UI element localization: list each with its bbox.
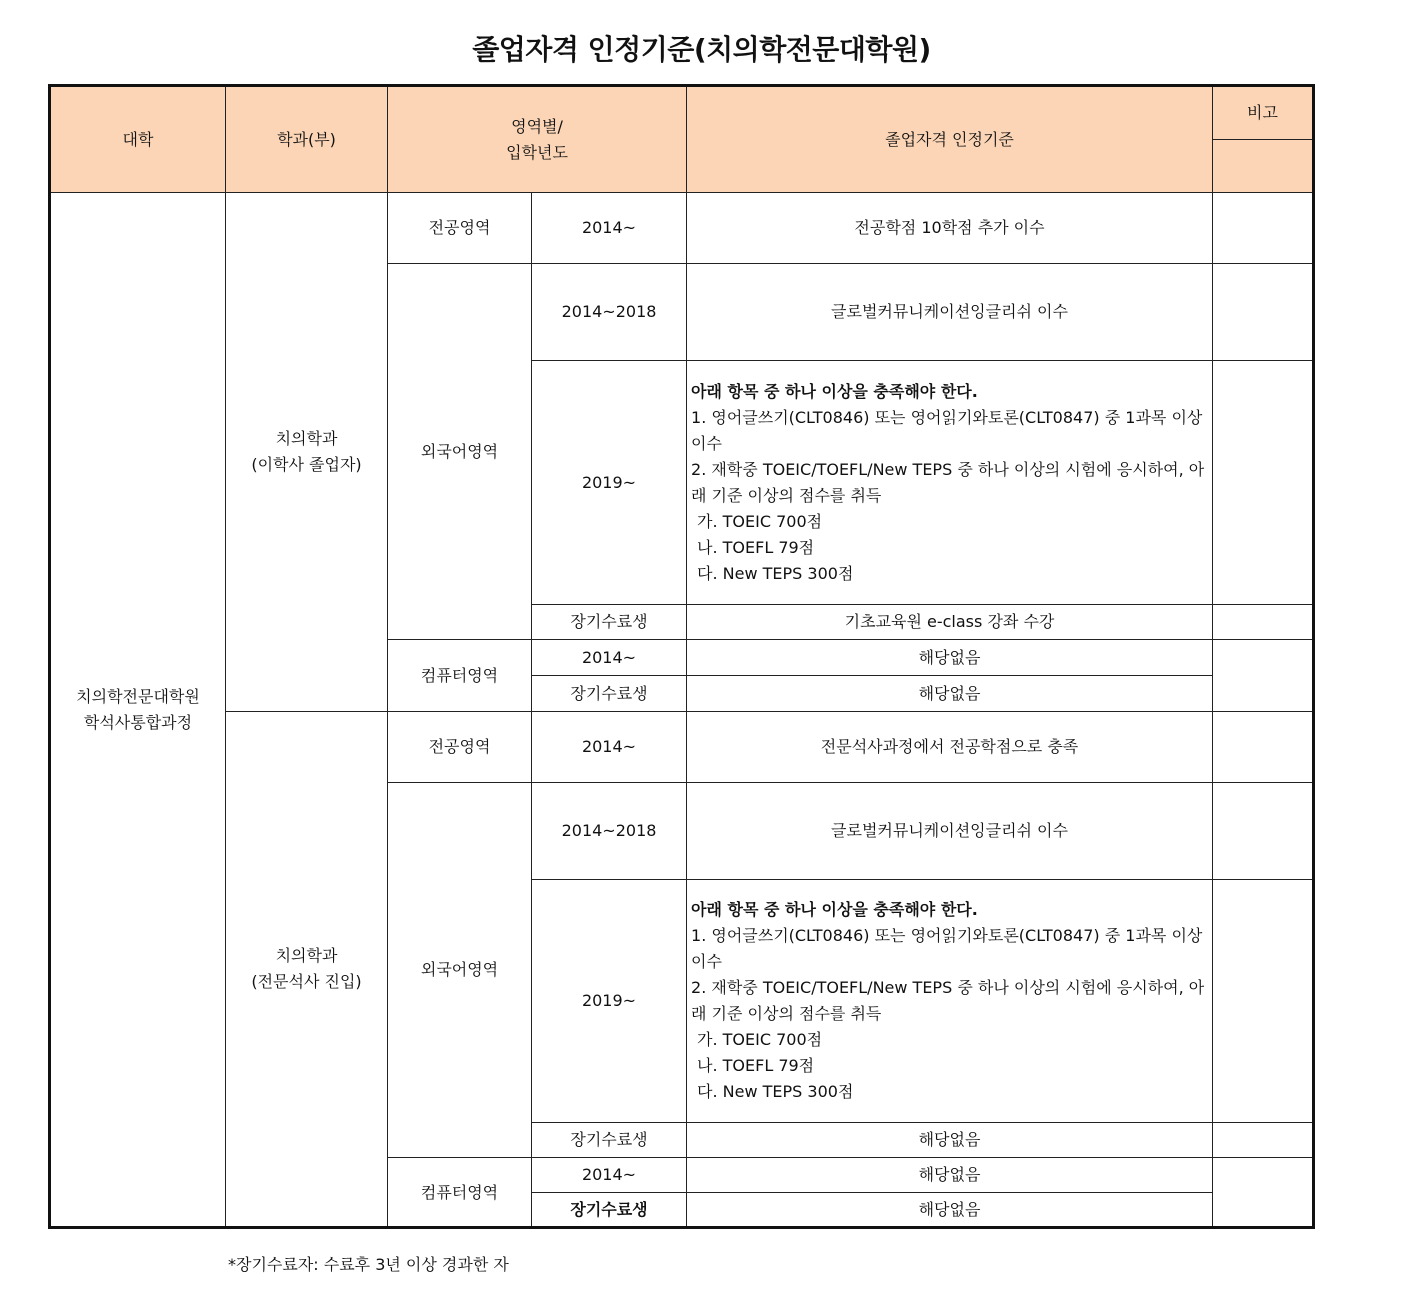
dept-cell: [226, 712, 388, 1228]
remarks-cell: [1213, 880, 1314, 1123]
header-criteria: 졸업자격 인정기준: [687, 86, 1213, 193]
year-cell: 장기수료생: [532, 1123, 687, 1158]
criteria-item: 1. 영어글쓰기(CLT0846) 또는 영어읽기와토론(CLT0847) 중 1과목 이상 이수: [691, 407, 1203, 453]
year-cell: 장기수료생: [532, 1193, 687, 1228]
criteria-cell: 해당없음: [687, 1158, 1213, 1193]
criteria-item: 2. 재학중 TOEIC/TOEFL/New TEPS 중 하나 이상의 시험에 응시하여, 아래 기준 이상의 점수를 취득: [691, 978, 1205, 1023]
criteria-heading: 아래 항목 중 하나 이상을 충족해야 한다.: [691, 900, 978, 919]
criteria-item: 1. 영어글쓰기(CLT0846) 또는 영어읽기와토론(CLT0847) 중 1과목 이상 이수: [691, 926, 1203, 971]
header-area-year-line1: 영역별/: [511, 116, 563, 136]
remarks-cell: [1213, 783, 1314, 880]
criteria-item: 2. 재학중 TOEIC/TOEFL/New TEPS 중 하나 이상의 시험에 응시하여, 아래 기준 이상의 점수를 취득: [691, 459, 1205, 505]
year-cell: 2014~: [532, 1158, 687, 1193]
dept-line1: 치의학과: [275, 429, 338, 448]
year-cell: 2014~2018: [532, 264, 687, 361]
header-college: 대학: [50, 86, 226, 193]
college-name-line1: 치의학전문대학원: [76, 686, 200, 706]
footnote: *장기수료자: 수료후 3년 이상 경과한 자: [228, 1255, 509, 1274]
page-title: 졸업자격 인정기준(치의학전문대학원): [472, 33, 931, 66]
year-cell: 2014~: [532, 712, 687, 783]
dept-line2: (이학사 졸업자): [251, 455, 362, 474]
dept-cell: [226, 193, 388, 712]
header-remarks: 비고: [1213, 86, 1314, 140]
year-cell: 장기수료생: [532, 676, 687, 712]
area-cell: 외국어영역: [388, 783, 532, 1158]
criteria-cell: 기초교육원 e-class 강좌 수강: [687, 605, 1213, 640]
remarks-cell: [1213, 712, 1314, 783]
area-cell: 전공영역: [388, 712, 532, 783]
table-row: [50, 712, 1314, 783]
year-cell: 2019~: [532, 361, 687, 605]
year-cell: 장기수료생: [532, 605, 687, 640]
year-cell: 2014~: [532, 640, 687, 676]
year-cell: 2014~: [532, 193, 687, 264]
year-cell: 2019~: [532, 880, 687, 1123]
criteria-cell: [687, 880, 1213, 1123]
criteria-cell: 해당없음: [687, 1123, 1213, 1158]
dept-line1: 치의학과: [275, 946, 338, 965]
college-cell: [50, 193, 226, 1228]
header-area-year-line2: 입학년도: [506, 142, 568, 162]
criteria-cell: 해당없음: [687, 676, 1213, 712]
header-area-year: [388, 86, 687, 193]
remarks-cell: [1213, 193, 1314, 264]
criteria-subitem: 가. TOEIC 700점: [697, 511, 823, 531]
criteria-cell: 전공학점 10학점 추가 이수: [687, 193, 1213, 264]
remarks-cell: [1213, 1158, 1314, 1228]
criteria-subitem: 나. TOEFL 79점: [697, 537, 815, 557]
criteria-cell: [687, 361, 1213, 605]
year-cell: 2014~2018: [532, 783, 687, 880]
area-cell: 외국어영역: [388, 264, 532, 640]
criteria-heading: 아래 항목 중 하나 이상을 충족해야 한다.: [691, 381, 978, 401]
criteria-subitem: 다. New TEPS 300점: [697, 563, 854, 583]
remarks-cell: [1213, 605, 1314, 640]
area-cell: 컴퓨터영역: [388, 1158, 532, 1228]
dept-line2: (전문석사 진입): [251, 972, 362, 991]
area-cell: 컴퓨터영역: [388, 640, 532, 712]
remarks-cell: [1213, 1123, 1314, 1158]
table-row: [50, 193, 1314, 264]
header-dept: 학과(부): [226, 86, 388, 193]
remarks-cell: [1213, 361, 1314, 605]
criteria-subitem: 가. TOEIC 700점: [697, 1030, 823, 1049]
area-cell: 전공영역: [388, 193, 532, 264]
criteria-subitem: 나. TOEFL 79점: [697, 1056, 815, 1075]
graduation-criteria-table: [48, 84, 1315, 1229]
criteria-cell: 해당없음: [687, 640, 1213, 676]
criteria-cell: 전문석사과정에서 전공학점으로 충족: [687, 712, 1213, 783]
header-row: [50, 86, 1314, 140]
criteria-cell: 해당없음: [687, 1193, 1213, 1228]
criteria-cell: 글로벌커뮤니케이션잉글리쉬 이수: [687, 783, 1213, 880]
criteria-subitem: 다. New TEPS 300점: [697, 1082, 854, 1101]
remarks-cell: [1213, 640, 1314, 712]
criteria-cell: 글로벌커뮤니케이션잉글리쉬 이수: [687, 264, 1213, 361]
college-name-line2: 학석사통합과정: [83, 712, 193, 732]
remarks-cell: [1213, 264, 1314, 361]
header-remarks-sub: [1213, 140, 1314, 193]
